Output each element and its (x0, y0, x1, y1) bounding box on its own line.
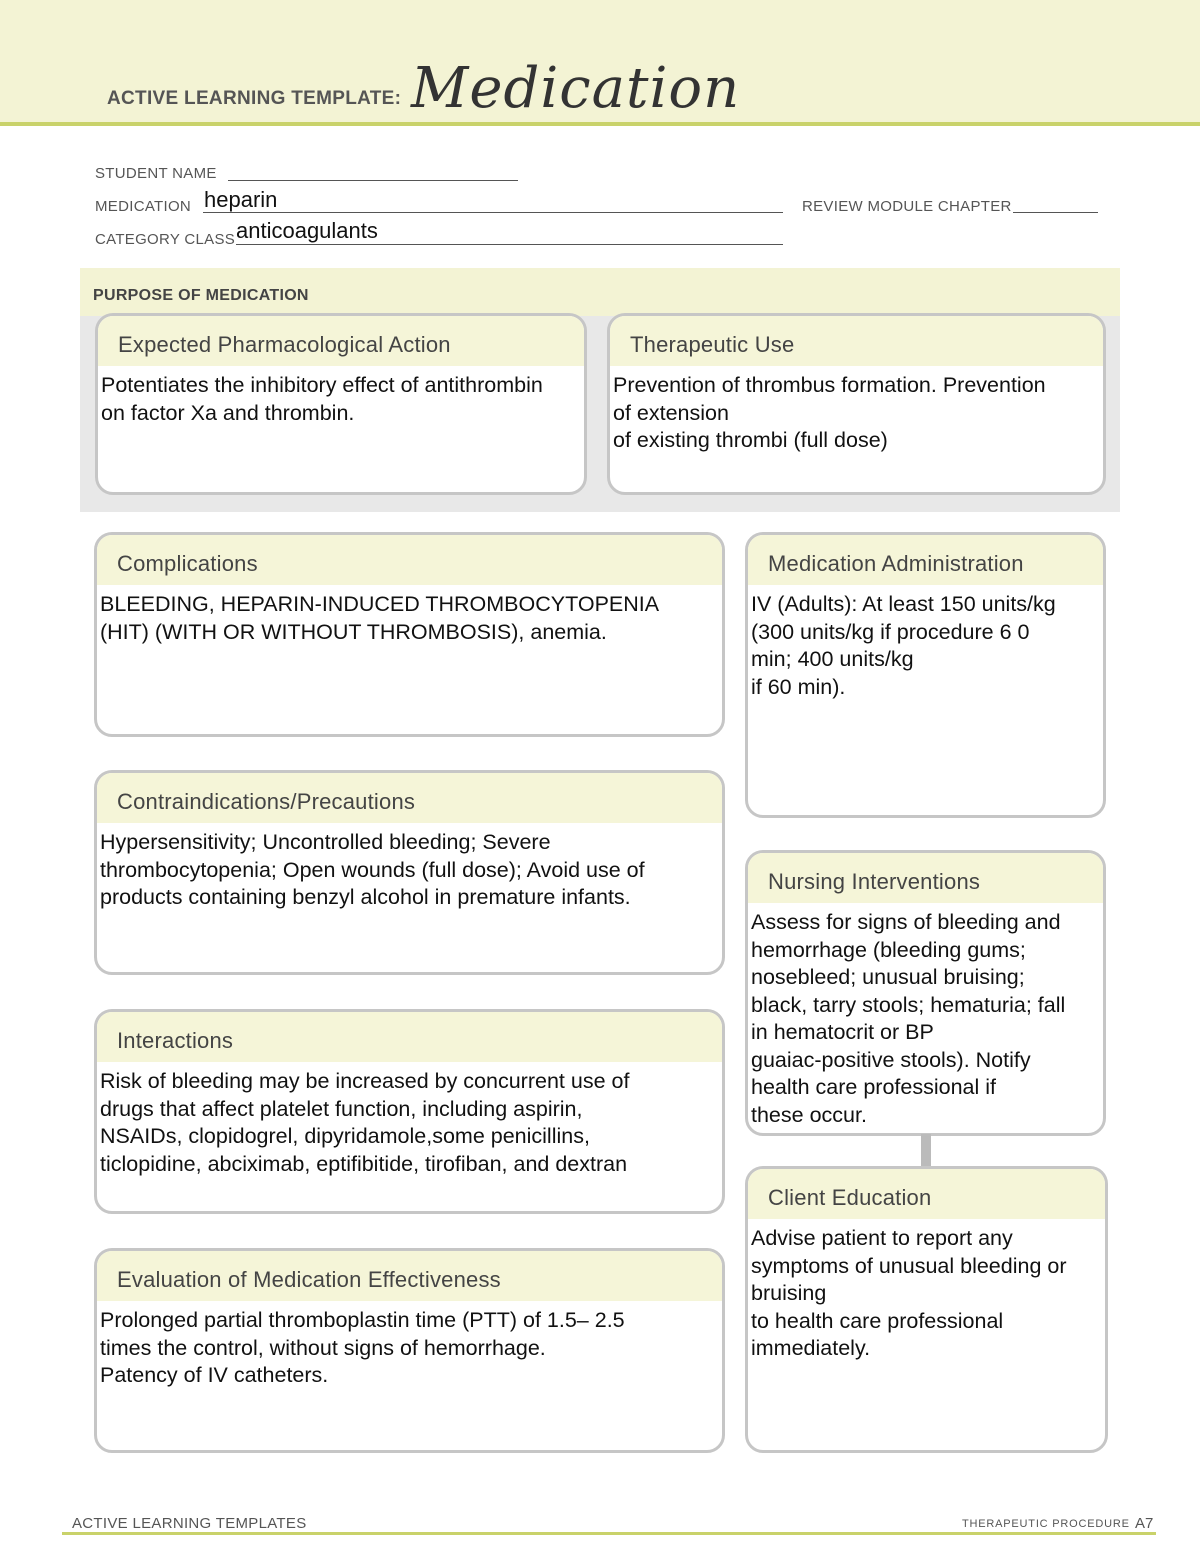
administration-body[interactable]: IV (Adults): At least 150 units/kg (300 units/kg if procedure 6 0 min; 400 units/kg if 60 min). (751, 592, 1056, 699)
purpose-section-label: PURPOSE OF MEDICATION (93, 287, 309, 304)
contraindications-card (94, 770, 725, 975)
evaluation-title: Evaluation of Medication Effectiveness (97, 1251, 722, 1301)
therapeutic-use-card (607, 313, 1106, 495)
student-name-field[interactable] (228, 180, 518, 181)
category-class-label: CATEGORY CLASS (95, 231, 236, 248)
category-class-field[interactable] (236, 244, 783, 245)
nursing-interventions-card (745, 850, 1106, 1136)
header-rule (0, 122, 1200, 126)
therapeutic-use-title: Therapeutic Use (610, 316, 1103, 366)
footer-right-label: THERAPEUTIC PROCEDURE (962, 1518, 1130, 1530)
interactions-body[interactable]: Risk of bleeding may be increased by concurrent use of drugs that affect platelet function, including aspirin, NSAIDs, clopidogrel, dipyridamole,some penicillins, ticlopidine, abciximab, eptifibitide, tirofiban, and dextran (100, 1069, 630, 1176)
page-title: Medication (411, 56, 741, 121)
interactions-card (94, 1009, 725, 1214)
evaluation-body[interactable]: Prolonged partial thromboplastin time (PTT) of 1.5– 2.5 times the control, without signs of hemorrhage. Patency of IV catheters. (100, 1308, 625, 1387)
review-module-field[interactable] (1013, 212, 1098, 213)
administration-title: Medication Administration (748, 535, 1103, 585)
review-module-label: REVIEW MODULE CHAPTER (802, 198, 1012, 215)
expected-action-body[interactable]: Potentiates the inhibitory effect of antithrombin on factor Xa and thrombin. (101, 373, 543, 425)
evaluation-card (94, 1248, 725, 1453)
nursing-interventions-title: Nursing Interventions (748, 853, 1103, 903)
client-education-card (745, 1166, 1108, 1453)
complications-body[interactable]: BLEEDING, HEPARIN-INDUCED THROMBOCYTOPENIA (HIT) (WITH OR WITHOUT THROMBOSIS), anemia. (100, 592, 660, 644)
card-connector (921, 1134, 931, 1166)
expected-action-title: Expected Pharmacological Action (98, 316, 584, 366)
footer-left-label: ACTIVE LEARNING TEMPLATES (72, 1515, 307, 1532)
student-name-label: STUDENT NAME (95, 165, 217, 182)
interactions-title: Interactions (97, 1012, 722, 1062)
client-education-body[interactable]: Advise patient to report any symptoms of unusual bleeding or bruising to health care professional immediately. (751, 1226, 1067, 1360)
client-education-title: Client Education (748, 1169, 1105, 1219)
complications-card (94, 532, 725, 737)
footer-page-number: A7 (1135, 1515, 1154, 1532)
expected-action-card (95, 313, 587, 495)
footer-rule (62, 1532, 1156, 1535)
contraindications-body[interactable]: Hypersensitivity; Uncontrolled bleeding; Severe thrombocytopenia; Open wounds (full dose); Avoid use of products containing benzyl alcohol in premature infants. (100, 830, 645, 909)
administration-card (745, 532, 1106, 818)
complications-title: Complications (97, 535, 722, 585)
nursing-interventions-body[interactable]: Assess for signs of bleeding and hemorrhage (bleeding gums; nosebleed; unusual bruising; black, tarry stools; hematuria; fall in hematocrit or BP guaiac-positive stools). Notify health care professional if these occur. (751, 910, 1066, 1127)
category-class-value: anticoagulants (236, 218, 378, 243)
contraindications-title: Contraindications/Precautions (97, 773, 722, 823)
medication-label: MEDICATION (95, 198, 192, 215)
therapeutic-use-body[interactable]: Prevention of thrombus formation. Prevention of extension of existing thrombi (full dose) (613, 373, 1046, 452)
template-label: ACTIVE LEARNING TEMPLATE: (107, 88, 402, 109)
medication-field[interactable] (203, 212, 783, 213)
medication-value: heparin (204, 187, 278, 212)
